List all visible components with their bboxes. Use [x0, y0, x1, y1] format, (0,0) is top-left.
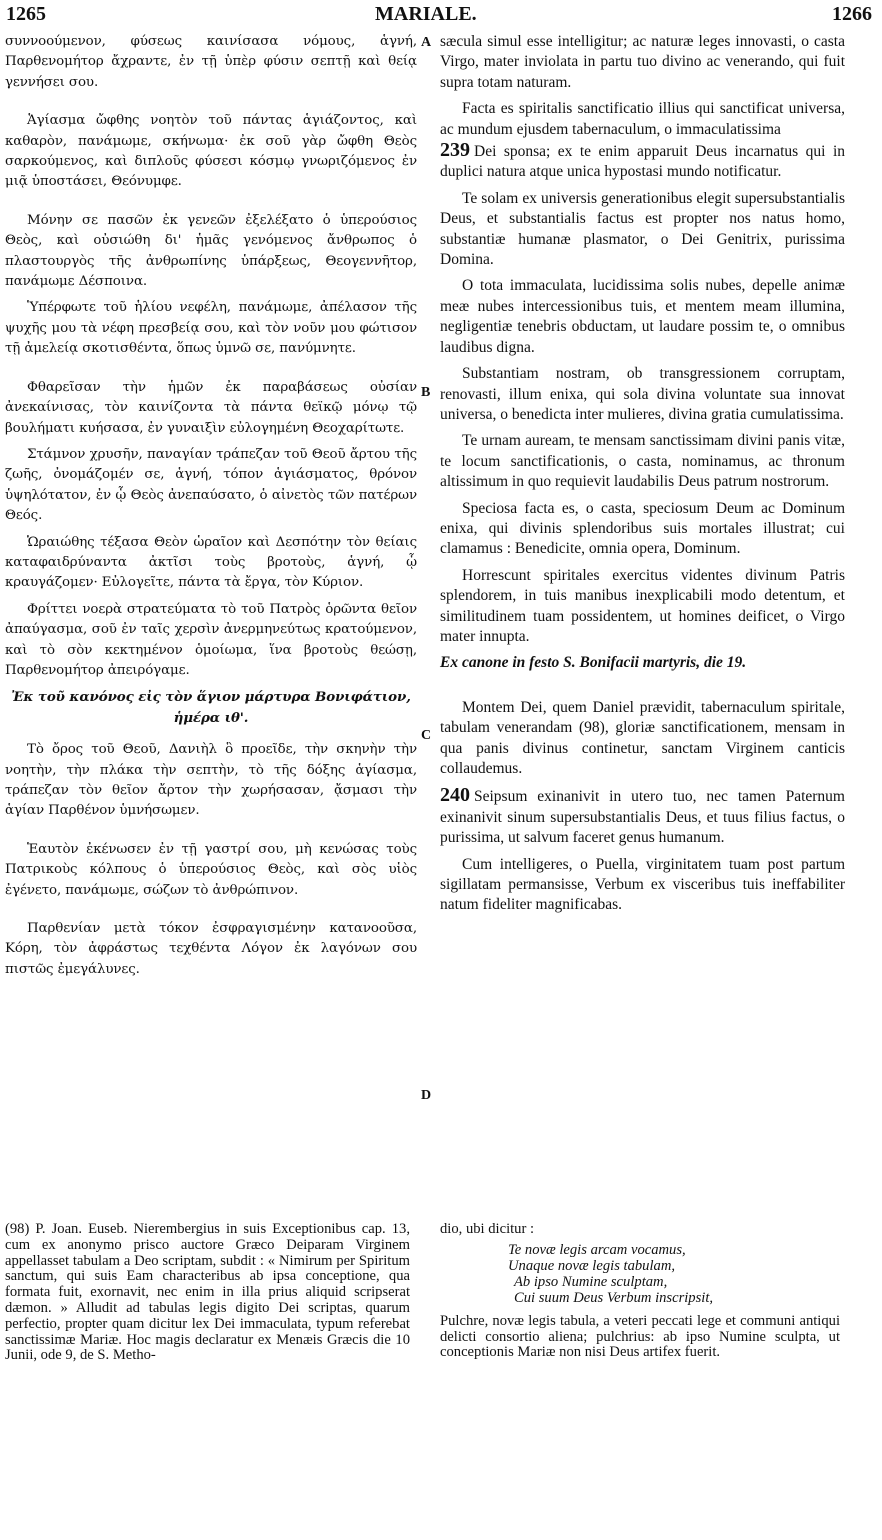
verse-line: Te novæ legis arcam vocamus, — [508, 1241, 686, 1258]
latin-paragraph: Te solam ex universis generationibus elegit supersubstantialis Deus, et substantialis factus est propter nos natus homo, substantiæ humanæ plasmator, o Dei Genitrix, purissima Domina. — [440, 189, 845, 269]
section-number-239: 239 — [440, 139, 470, 162]
latin-paragraph: Te urnam auream, te mensam sanctissimam divini panis vitæ, te locum sanctificationis, o casta, nominamus, ac thronum altissimum in quo requievit laudabilis Deus patrum nostrorum. — [440, 432, 845, 491]
greek-paragraph: Τὸ ὄρος τοῦ Θεοῦ, Δανιὴλ ὃ προεῖδε, τὴν σκηνὴν τὴν νοητὴν, τὴν πλάκα τὴν σεπτὴν, τὸ τῆς δόξης ἁγίασμα, τράπεζαν τὸν θεῖον ἄρτον τὴν χωρήσασαν, ᾄσμασι τὴν ἁγίαν Παρθένον ὑμνήσωμεν. — [5, 742, 417, 819]
greek-paragraph: Στάμνον χρυσῆν, παναγίαν τράπεζαν τοῦ Θεοῦ ἄρτου τῆς ζωῆς, ὀνομάζομέν σε, ἁγνή, τόπον ἁγιάσματος, θρόνον ὑψηλότατον, ἐν ᾧ Θεὸς ἀνεπαύσατο, ὁ αἰνετὸς τῶν πατέρων Θεός. — [5, 446, 417, 524]
latin-paragraph-continuation: Dei sponsa; ex te enim apparuit Deus incarnatus qui in duplici natura atque unica hypostasi mundo notificatur. — [440, 143, 845, 181]
latin-paragraph: Horrescunt spiritales exercitus videntes divinum Patris splendorem, in tuis manibus inexplicabili modo detentum, et similitudinem tuam possidentem, ut homines deificet, o Virgo mater innupta. — [440, 566, 845, 645]
latin-paragraph: Cum intelligeres, o Puella, virginitatem tuam post partum sigillatam permansisse, Verbum ex visceribus tuis ineffabiliter natum fideliter magnificabas. — [440, 855, 845, 914]
footnote-right — [440, 1222, 840, 1361]
greek-paragraph: συννοούμενον, φύσεως καινίσασα νόμους, ἁγνή, Παρθενομήτορ ἄχραντε, ἐν τῇ ὑπὲρ φύσιν σεπτῇ καὶ θείᾳ γεννήσει σου. — [5, 34, 417, 90]
column-marker-c: C — [421, 728, 432, 743]
running-title: MARIALE. — [375, 3, 477, 25]
latin-paragraph: Facta es spiritalis sanctificatio illius qui sanctificat universa, ac mundum ejusdem tabernaculum, o immaculatissima — [440, 100, 845, 138]
greek-paragraph: Μόνην σε πασῶν ἐκ γενεῶν ἐξελέξατο ὁ ὑπερούσιος Θεὸς, καὶ οὐσιώθη δι' ἡμᾶς γενόμενος ἄνθρωπος ὁ πλαστουργὸς τῆς ἀνθρωπίνης ὑπάρξεως, Θεογεννῆτορ, πανάμωμε Δέσποινα. — [5, 212, 417, 290]
latin-paragraph-continuation: Seipsum exinanivit in utero tuo, nec tamen Paternum exinanivit sinum supersubstantialis Deus, et tuus filius factus, o purissima, ut salvum faceret genus humanum. — [440, 788, 845, 847]
latin-paragraph: sæcula simul esse intelligitur; ac naturæ leges innovasti, o casta Virgo, mater inviolata in partu tuo divino ac venerando, qui fuit supra totam naturam. — [440, 33, 845, 91]
greek-section-heading: Ἐκ τοῦ κανόνος εἰς τὸν ἅγιον μάρτυρα Βονιφάτιον, ἡμέρα ιθ'. — [11, 689, 411, 726]
latin-paragraph: O tota immaculata, lucidissima solis nubes, depelle animæ meæ nubes intercessionibus tuis, et mentem meam illumina, negligentiæ tenebris obductam, ut laudare possim te, o omnibus laudibus digna. — [440, 277, 845, 356]
greek-paragraph: Ὑπέρφωτε τοῦ ἡλίου νεφέλη, πανάμωμε, ἀπέλασον τῆς ψυχῆς μου τὰ νέφη πρεσβείᾳ σου, καὶ τὸν νοῦν μου φώτισον τῇ ἀμελείᾳ σκοτισθέντα, ὅπως ὑμνῶ σε, πανύμνητε. — [5, 300, 417, 357]
page-number-right: 1266 — [832, 3, 872, 25]
greek-column — [5, 32, 417, 986]
section-number-240: 240 — [440, 784, 470, 807]
page-number-left: 1265 — [6, 3, 46, 25]
column-marker-b: B — [421, 385, 431, 400]
footnote-verse — [508, 1242, 840, 1306]
column-marker-a: A — [421, 35, 432, 50]
footnote-conclusion: Pulchre, novæ legis tabula, a veteri peccati lege et communi antiqui delicti consortio aliena; pulchrius: ab ipso Numine sculpta, ut conceptionis Mariæ non nisi Deus artifex fuerit. — [440, 1312, 840, 1361]
verse-line: Ab ipso Numine sculptam, — [514, 1273, 668, 1290]
footnote-intro: dio, ubi dicitur : — [440, 1221, 535, 1237]
column-marker-d: D — [421, 1088, 432, 1103]
latin-paragraph: Substantiam nostram, ob transgressionem corruptam, renovasti, illum enixa, qui sola divina voluntate sua innovat universa, o benedicta inter mulieres, divina gratia cumulatissima. — [440, 365, 845, 423]
greek-paragraph: Φρίττει νοερὰ στρατεύματα τὸ τοῦ Πατρὸς ὁρῶντα θεῖον ἀπαύγασμα, σοῦ ἐν ταῖς χερσὶν ἀνερμηνεύτως κρατούμενον, καὶ τὸ σὸν κεκτημένον ὁμοίωμα, ἵνα βροτοὺς θεώσῃ, Παρθενομήτορ ἀπειρόγαμε. — [5, 601, 417, 678]
footnote-left: (98) P. Joan. Euseb. Nierembergius in suis Exceptionibus cap. 13, cum ex anonymo prisco auctore Græco Deiparam Virginem appellasset tabulam a Deo scriptam, subdit : « Nimirum per Spiritum sanctum, qui suis Eam characteribus ab ipsa conceptione, qua formata fuit, exornavit, nec enim in illa prius aliquid scripserat dæmon. » Alludit ad tabulas legis digito Dei scriptas, quarum perfectio, propter quam dicitur lex Dei immaculata, typum referebat sanctissimæ Mariæ. Hoc magis declaratur ex Menæis Græcis die 10 Junii, ode 9, de S. Metho- — [5, 1221, 410, 1364]
latin-paragraph — [440, 785, 845, 848]
verse-line: Unaque novæ legis tabulam, — [508, 1257, 676, 1274]
greek-paragraph: Ἁγίασμα ὤφθης νοητὸν τοῦ πάντας ἁγιάζοντος, καὶ καθαρὸν, πανάμωμε, σκήνωμα· ἐκ σοῦ γὰρ ὤφθη Θεὸς σαρκούμενος, καὶ διπλοῦς φύσεσι κόσμῳ γνωριζόμενος ἐν μιᾷ ὑποστάσει, Θεόνυμφε. — [5, 113, 417, 190]
verse-line: Cui suum Deus Verbum inscripsit, — [514, 1289, 714, 1306]
latin-section-heading: Ex canone in festo S. Bonifacii martyris, die 19. — [440, 654, 747, 672]
latin-column — [440, 32, 845, 922]
latin-paragraph — [440, 140, 845, 183]
greek-paragraph: Ἑαυτὸν ἐκένωσεν ἐν τῇ γαστρί σου, μὴ κενώσας τοὺς Πατρικοὺς κόλπους ὁ ὑπερούσιος Θεὸς, καὶ σὸς υἱὸς ἐγένετο, πανάμωμε, σώζων τὸ ἀνθρώπινον. — [5, 841, 417, 898]
latin-paragraph: Speciosa facta es, o casta, speciosum Deum ac Dominum enixa, qui divinis splendoribus suis mortales illustrat; cui clamamus : Benedicite, omnia opera, Dominum. — [440, 499, 845, 558]
greek-paragraph: Ὡραιώθης τέξασα Θεὸν ὡραῖον καὶ Δεσπότην τὸν θείαις καταφαιδρύναντα ἀκτῖσι τοὺς βροτοὺς, ἁγνή, ᾧ κραυγάζομεν· Εὐλογεῖτε, πάντα τὰ ἔργα, τὸν Κύριον. — [5, 534, 417, 591]
greek-paragraph: Παρθενίαν μετὰ τόκον ἐσφραγισμένην κατανοοῦσα, Κόρη, τὸν ἀφράστως τεχθέντα Λόγον ἐκ λαγόνων σου πιστῶς ἐμεγάλυνες. — [5, 921, 417, 977]
latin-paragraph: Montem Dei, quem Daniel prævidit, tabernaculum spiritale, tabulam venerandam (98), gloriæ sanctificationem, mensam in qua panis divinus continetur, sanctam Virginem canticis collaudemus. — [440, 698, 845, 777]
greek-paragraph: Φθαρεῖσαν τὴν ἡμῶν ἐκ παραβάσεως οὐσίαν ἀνεκαίνισας, τὸν καινίζοντα τὰ πάντα θεϊκῷ μόνῳ τῷ βουλήματι κυήσασα, ἐν γυναιξὶν εὐλογημένη Θεοχαρίτωτε. — [5, 379, 417, 436]
